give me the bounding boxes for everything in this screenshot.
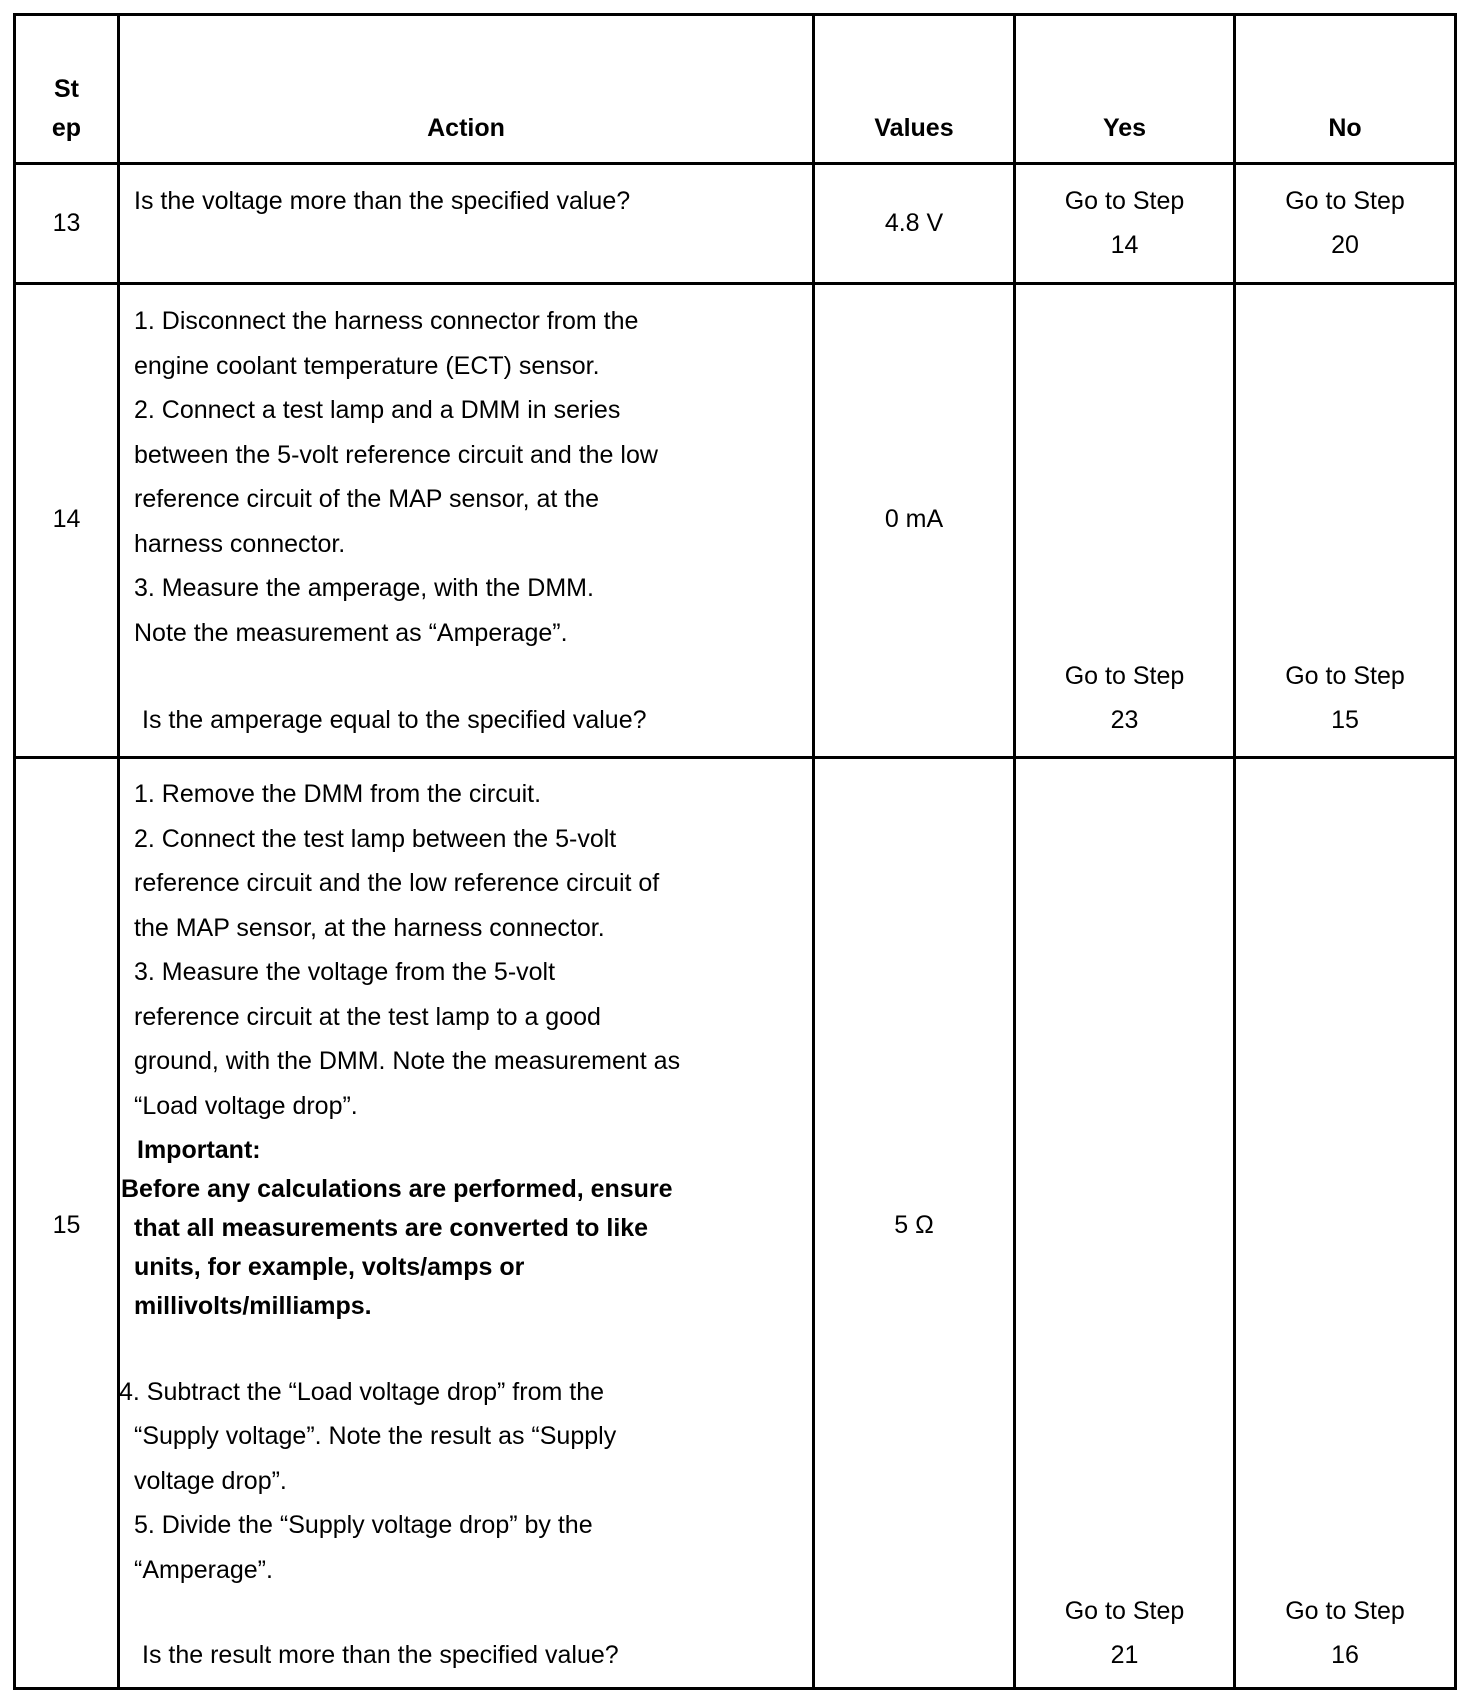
action-question: Is the amperage equal to the specified value? <box>142 706 647 734</box>
important-note-line: units, for example, volts/amps or <box>134 1253 525 1281</box>
important-label: Important: <box>137 1136 261 1164</box>
header-no: No <box>1328 114 1362 142</box>
action-line: 1. Disconnect the harness connector from the <box>134 307 639 335</box>
yes-goto-step: 21 <box>1110 1641 1139 1669</box>
action-line: 4. Subtract the “Load voltage drop” from the <box>119 1378 604 1406</box>
no-goto-step: 16 <box>1331 1641 1359 1669</box>
action-line: “Supply voltage”. Note the result as “Supply <box>134 1422 617 1450</box>
no-goto-label: Go to Step <box>1285 662 1405 690</box>
action-line: “Load voltage drop”. <box>134 1091 358 1120</box>
action-line: reference circuit at the test lamp to a good <box>134 1002 601 1031</box>
header-step-line1: St <box>54 75 79 103</box>
no-goto-step: 20 <box>1331 231 1359 259</box>
action-steps <box>134 1414 616 1592</box>
action-steps <box>134 299 658 655</box>
important-note-line: that all measurements are converted to like <box>134 1214 649 1242</box>
action-line: harness connector. <box>134 529 346 558</box>
no-goto-step: 15 <box>1331 706 1359 734</box>
action-steps <box>134 772 680 1128</box>
header-yes: Yes <box>1102 114 1147 142</box>
action-line: between the 5-volt reference circuit and the low <box>134 440 658 469</box>
step-number: 15 <box>52 1211 81 1239</box>
action-line: 2. Connect the test lamp between the 5-volt <box>134 824 617 853</box>
yes-goto-label: Go to Step <box>1064 1597 1185 1625</box>
no-goto-label: Go to Step <box>1285 187 1405 215</box>
value-text: 0 mA <box>884 505 944 533</box>
important-note-line: millivolts/milliamps. <box>134 1292 372 1320</box>
header-values: Values <box>874 114 954 142</box>
action-line: Note the measurement as “Amperage”. <box>134 618 568 647</box>
row-divider <box>13 162 1457 165</box>
action-line: reference circuit and the low reference circuit of <box>134 869 660 897</box>
action-text: Is the voltage more than the specified value? <box>134 187 631 215</box>
action-line: 3. Measure the amperage, with the DMM. <box>134 574 594 602</box>
header-action: Action <box>427 114 505 142</box>
yes-goto-label: Go to Step <box>1064 187 1185 215</box>
action-question: Is the result more than the specified value? <box>142 1641 619 1669</box>
action-line: engine coolant temperature (ECT) sensor. <box>134 351 600 380</box>
column-divider <box>812 13 815 1690</box>
action-line: voltage drop”. <box>134 1466 287 1495</box>
action-line: 2. Connect a test lamp and a DMM in series <box>134 396 621 424</box>
header-step-line2: ep <box>51 114 82 142</box>
row-divider <box>13 756 1457 759</box>
important-note-line: Before any calculations are performed, ensure <box>121 1175 673 1203</box>
yes-goto-label: Go to Step <box>1064 662 1185 690</box>
column-divider <box>117 13 120 1690</box>
important-note <box>134 1209 648 1326</box>
action-line: ground, with the DMM. Note the measurement as <box>134 1047 681 1075</box>
action-line: “Amperage”. <box>134 1555 273 1584</box>
action-line: 3. Measure the voltage from the 5-volt <box>134 958 556 986</box>
row-divider <box>13 282 1457 285</box>
no-goto-label: Go to Step <box>1285 1597 1405 1625</box>
yes-goto-step: 14 <box>1110 231 1139 259</box>
column-divider <box>1233 13 1236 1690</box>
value-text: 4.8 V <box>884 209 944 237</box>
step-number: 13 <box>52 209 81 237</box>
value-text: 5 Ω <box>894 1211 934 1239</box>
yes-goto-step: 23 <box>1110 706 1139 734</box>
action-line: 1. Remove the DMM from the circuit. <box>134 780 542 808</box>
action-line: 5. Divide the “Supply voltage drop” by the <box>134 1511 593 1539</box>
action-line: the MAP sensor, at the harness connector. <box>134 913 605 942</box>
action-line: reference circuit of the MAP sensor, at the <box>134 485 600 513</box>
step-number: 14 <box>52 505 81 533</box>
column-divider <box>1013 13 1016 1690</box>
